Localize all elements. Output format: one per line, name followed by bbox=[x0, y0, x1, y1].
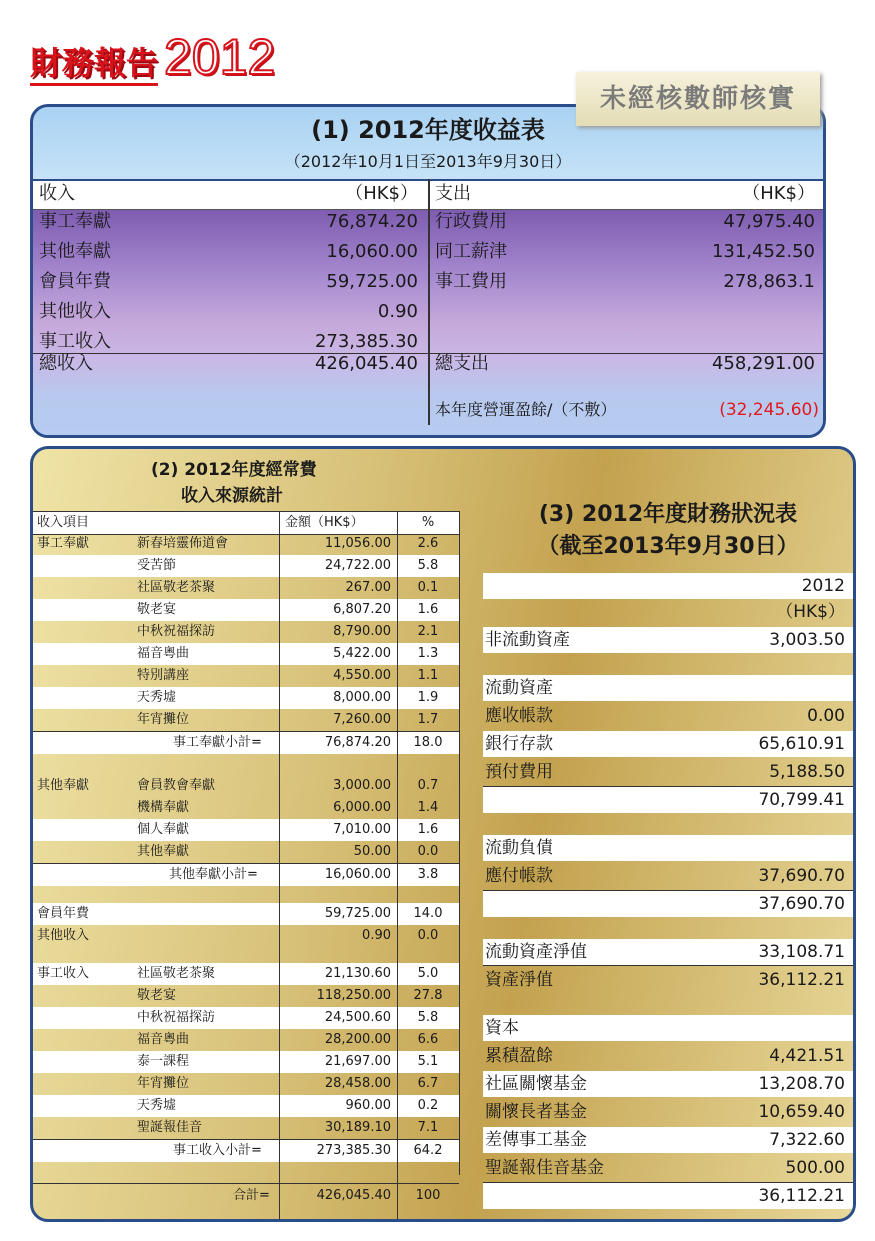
fp-row bbox=[483, 1015, 853, 1041]
fp-row bbox=[483, 703, 853, 729]
subtotal-label: 事工收入小計= bbox=[173, 1143, 262, 1158]
item-amount: 960.00 bbox=[345, 1098, 391, 1113]
item-pct: 5.1 bbox=[417, 1054, 439, 1069]
category-label: 事工奉獻 bbox=[37, 536, 90, 551]
item-label: 敬老宴 bbox=[137, 602, 177, 617]
fp-row bbox=[483, 675, 853, 701]
item-pct: 0.2 bbox=[417, 1098, 439, 1113]
item-label: 聖誕報佳音 bbox=[137, 1120, 203, 1135]
fp-row bbox=[483, 967, 853, 993]
subtotal-pct: 3.8 bbox=[417, 867, 439, 882]
table-row bbox=[33, 775, 459, 797]
item-amount: 3,000.00 bbox=[333, 778, 391, 793]
subtotal-pct: 18.0 bbox=[413, 735, 443, 750]
expense-amount: 47,975.40 bbox=[723, 211, 815, 232]
table-row bbox=[33, 819, 459, 841]
recurring-income-title-line2: 收入來源統計 bbox=[181, 486, 283, 506]
total-label: 合計= bbox=[233, 1188, 270, 1203]
item-label: 泰一課程 bbox=[137, 1054, 190, 1069]
divider bbox=[33, 1183, 459, 1184]
item-pct: 7.1 bbox=[417, 1120, 439, 1135]
item-label: 受苦節 bbox=[137, 558, 177, 573]
item-amount: 21,130.60 bbox=[324, 966, 391, 981]
fp-label: 關懷長者基金 bbox=[485, 1102, 587, 1122]
subtotal-amount: 76,874.20 bbox=[324, 735, 391, 750]
item-pct: 0.7 bbox=[417, 778, 439, 793]
item-label: 天秀墟 bbox=[137, 1098, 177, 1113]
fp-value: 7,322.60 bbox=[769, 1130, 845, 1150]
item-amount: 8,000.00 bbox=[333, 690, 391, 705]
item-amount: 24,722.00 bbox=[324, 558, 391, 573]
item-pct: 1.7 bbox=[417, 712, 439, 727]
table-row bbox=[33, 903, 459, 925]
fp-value: 5,188.50 bbox=[769, 762, 845, 782]
table-row bbox=[33, 555, 459, 577]
income-amount: 59,725.00 bbox=[326, 271, 418, 292]
item-label: 機構奉獻 bbox=[137, 800, 190, 815]
item-label: 年宵攤位 bbox=[137, 712, 190, 727]
table-row bbox=[33, 925, 459, 947]
table-row bbox=[33, 841, 459, 863]
item-pct: 6.6 bbox=[417, 1032, 439, 1047]
fp-label: 非流動資產 bbox=[485, 630, 570, 650]
category-label: 其他收入 bbox=[37, 928, 90, 943]
fp-label: 社區關懷基金 bbox=[485, 1074, 587, 1094]
income-statement-period: （2012年10月1日至2013年9月30日） bbox=[284, 152, 572, 171]
item-pct: 1.6 bbox=[417, 602, 439, 617]
fp-label: 差傳事工基金 bbox=[485, 1130, 587, 1150]
fp-label: 應付帳款 bbox=[485, 866, 553, 886]
fp-label: 預付費用 bbox=[485, 762, 553, 782]
item-amount: 118,250.00 bbox=[316, 988, 391, 1003]
fp-value: 36,112.21 bbox=[758, 970, 845, 990]
fp-row bbox=[483, 1099, 853, 1125]
table-row bbox=[33, 1029, 459, 1051]
report-title-year: 2012 bbox=[164, 29, 276, 85]
item-pct: 1.6 bbox=[417, 822, 439, 837]
item-amount: 6,807.20 bbox=[333, 602, 391, 617]
fp-row bbox=[483, 1127, 853, 1153]
fp-value: 500.00 bbox=[785, 1158, 845, 1178]
fp-label: 資產淨值 bbox=[485, 970, 553, 990]
fp-row bbox=[483, 731, 853, 757]
item-amount: 7,010.00 bbox=[333, 822, 391, 837]
expense-label: 事工費用 bbox=[435, 271, 507, 292]
item-pct: 2.6 bbox=[417, 536, 439, 551]
item-label: 新春培靈佈道會 bbox=[137, 536, 229, 551]
total-pct: 100 bbox=[415, 1188, 441, 1203]
recurring-income-title-line1: (2) 2012年度經常費 bbox=[151, 460, 317, 480]
item-amount: 5,422.00 bbox=[333, 646, 391, 661]
table-row bbox=[33, 665, 459, 687]
item-amount: 24,500.60 bbox=[324, 1010, 391, 1025]
table-row bbox=[33, 1117, 459, 1139]
item-label: 其他奉獻 bbox=[137, 844, 190, 859]
table-header bbox=[33, 511, 459, 535]
column-divider bbox=[279, 511, 280, 1219]
table-row bbox=[33, 1051, 459, 1073]
item-label: 社區敬老茶聚 bbox=[137, 580, 216, 595]
fp-row bbox=[483, 863, 853, 889]
item-amount: 267.00 bbox=[345, 580, 391, 595]
category-label: 其他奉獻 bbox=[37, 778, 90, 793]
fp-value: 10,659.40 bbox=[758, 1102, 845, 1122]
expense-amount: 131,452.50 bbox=[711, 241, 815, 262]
total-expense-label: 總支出 bbox=[435, 353, 489, 374]
col-item-header: 收入項目 bbox=[37, 515, 90, 530]
table-row bbox=[33, 963, 459, 985]
fp-value: 37,690.70 bbox=[758, 894, 845, 914]
fp-value: 13,208.70 bbox=[758, 1074, 845, 1094]
item-amount: 8,790.00 bbox=[333, 624, 391, 639]
fp-value: 36,112.21 bbox=[758, 1186, 845, 1206]
item-amount: 6,000.00 bbox=[333, 800, 391, 815]
subtotal-label: 其他奉獻小計= bbox=[169, 867, 258, 882]
income-label: 其他收入 bbox=[39, 301, 111, 322]
table-row bbox=[33, 533, 459, 555]
column-divider bbox=[397, 511, 398, 1219]
table-row bbox=[33, 599, 459, 621]
item-amount: 11,056.00 bbox=[324, 536, 391, 551]
fp-label: 流動資產淨值 bbox=[485, 942, 587, 962]
expense-label: 同工薪津 bbox=[435, 241, 507, 262]
table-row bbox=[33, 1095, 459, 1117]
item-pct: 5.8 bbox=[417, 558, 439, 573]
column-divider bbox=[428, 179, 430, 425]
income-label: 其他奉獻 bbox=[39, 241, 111, 262]
item-pct: 1.9 bbox=[417, 690, 439, 705]
financial-position-title-line2: （截至2013年9月30日） bbox=[537, 534, 799, 559]
income-amount: 0.90 bbox=[377, 301, 418, 322]
income-statement-title: (1) 2012年度收益表 bbox=[311, 116, 545, 144]
category-label: 事工收入 bbox=[37, 966, 90, 981]
col-pct-header: % bbox=[421, 515, 435, 530]
income-amount: 16,060.00 bbox=[326, 241, 418, 262]
table-row bbox=[33, 621, 459, 643]
total-income: 426,045.40 bbox=[314, 353, 418, 374]
expense-label: 行政費用 bbox=[435, 211, 507, 232]
col-amount-header: 金額（HK$） bbox=[285, 515, 364, 530]
surplus-value: (32,245.60) bbox=[719, 400, 819, 420]
fp-row bbox=[483, 1183, 853, 1209]
income-statement-panel bbox=[30, 104, 826, 438]
fp-label: 累積盈餘 bbox=[485, 1046, 553, 1066]
item-label: 個人奉獻 bbox=[137, 822, 190, 837]
total-row bbox=[33, 1185, 459, 1207]
column-divider bbox=[459, 511, 460, 1175]
fp-label: 聖誕報佳音基金 bbox=[485, 1158, 604, 1178]
fp-row bbox=[483, 891, 853, 917]
item-pct: 0.1 bbox=[417, 580, 439, 595]
table-row bbox=[33, 1007, 459, 1029]
item-pct: 14.0 bbox=[413, 906, 443, 921]
fp-label: 銀行存款 bbox=[485, 734, 553, 754]
fp-row bbox=[483, 939, 853, 965]
item-pct: 5.0 bbox=[417, 966, 439, 981]
income-header: 收入 bbox=[39, 183, 75, 204]
item-label: 福音粵曲 bbox=[137, 1032, 190, 1047]
item-amount: 28,200.00 bbox=[324, 1032, 391, 1047]
fp-row bbox=[483, 1155, 853, 1181]
financial-position-title bbox=[483, 499, 853, 563]
subtotal-row bbox=[33, 1140, 459, 1162]
unaudited-badge: 未經核數師核實 bbox=[576, 72, 820, 126]
item-pct: 27.8 bbox=[413, 988, 443, 1003]
item-amount: 28,458.00 bbox=[324, 1076, 391, 1091]
table-row bbox=[33, 577, 459, 599]
table-row bbox=[33, 687, 459, 709]
fp-row bbox=[483, 1071, 853, 1097]
category-label: 會員年費 bbox=[37, 906, 90, 921]
item-amount: 30,189.10 bbox=[324, 1120, 391, 1135]
total-expense: 458,291.00 bbox=[711, 353, 815, 374]
fp-year: 2012 bbox=[801, 576, 845, 596]
fp-value: 0.00 bbox=[807, 706, 845, 726]
income-label: 事工收入 bbox=[39, 331, 111, 352]
expense-amount: 278,863.1 bbox=[723, 271, 815, 292]
fp-value: 3,003.50 bbox=[769, 630, 845, 650]
item-pct: 6.7 bbox=[417, 1076, 439, 1091]
income-label: 事工奉獻 bbox=[39, 211, 111, 232]
total-income-label: 總收入 bbox=[39, 353, 93, 374]
item-label: 中秋祝福探訪 bbox=[137, 1010, 216, 1025]
financial-position-title-line1: (3) 2012年度財務狀況表 bbox=[538, 502, 798, 527]
item-label: 天秀墟 bbox=[137, 690, 177, 705]
item-label: 社區敬老茶聚 bbox=[137, 966, 216, 981]
fp-label: 流動負債 bbox=[485, 838, 553, 858]
surplus-label: 本年度營運盈餘/（不敷） bbox=[435, 400, 617, 419]
item-label: 特別講座 bbox=[137, 668, 190, 683]
fp-value: 65,610.91 bbox=[758, 734, 845, 754]
income-amount: 273,385.30 bbox=[314, 331, 418, 352]
fp-row bbox=[483, 835, 853, 861]
table-row bbox=[33, 985, 459, 1007]
item-pct: 1.3 bbox=[417, 646, 439, 661]
fp-row bbox=[483, 627, 853, 653]
income-currency: （HK$） bbox=[345, 183, 418, 204]
item-pct: 0.0 bbox=[417, 928, 439, 943]
table-row bbox=[33, 797, 459, 819]
fp-row bbox=[483, 599, 853, 625]
item-label: 會員教會奉獻 bbox=[137, 778, 216, 793]
fp-value: 33,108.71 bbox=[758, 942, 845, 962]
subtotal-row bbox=[33, 732, 459, 754]
fp-value: 37,690.70 bbox=[758, 866, 845, 886]
fp-value: 4,421.51 bbox=[769, 1046, 845, 1066]
item-pct: 1.4 bbox=[417, 800, 439, 815]
table-row bbox=[33, 709, 459, 731]
report-title bbox=[30, 28, 275, 86]
fp-label: 流動資產 bbox=[485, 678, 553, 698]
divider bbox=[483, 965, 853, 966]
table-row bbox=[33, 1073, 459, 1095]
item-pct: 2.1 bbox=[417, 624, 439, 639]
item-label: 年宵攤位 bbox=[137, 1076, 190, 1091]
item-pct: 0.0 bbox=[417, 844, 439, 859]
item-amount: 50.00 bbox=[353, 844, 391, 859]
subtotal-amount: 16,060.00 bbox=[324, 867, 391, 882]
item-label: 中秋祝福探訪 bbox=[137, 624, 216, 639]
item-label: 敬老宴 bbox=[137, 988, 177, 1003]
report-title-text: 財務報告 bbox=[30, 43, 158, 86]
subtotal-row bbox=[33, 864, 459, 886]
fp-row bbox=[483, 573, 853, 599]
total-amount: 426,045.40 bbox=[316, 1188, 391, 1203]
fp-row bbox=[483, 1043, 853, 1069]
income-label: 會員年費 bbox=[39, 271, 111, 292]
item-amount: 4,550.00 bbox=[333, 668, 391, 683]
fp-value: 70,799.41 bbox=[758, 790, 845, 810]
item-amount: 59,725.00 bbox=[324, 906, 391, 921]
fp-row bbox=[483, 787, 853, 813]
income-amount: 76,874.20 bbox=[326, 211, 418, 232]
item-amount: 21,697.00 bbox=[324, 1054, 391, 1069]
financial-tables-panel bbox=[30, 446, 856, 1222]
item-pct: 1.1 bbox=[417, 668, 439, 683]
expense-currency: （HK$） bbox=[742, 183, 815, 204]
item-amount: 7,260.00 bbox=[333, 712, 391, 727]
fp-label: 應收帳款 bbox=[485, 706, 553, 726]
fp-label: 資本 bbox=[485, 1018, 519, 1038]
subtotal-label: 事工奉獻小計= bbox=[173, 735, 262, 750]
expense-header: 支出 bbox=[435, 183, 471, 204]
subtotal-pct: 64.2 bbox=[413, 1143, 443, 1158]
fp-row bbox=[483, 759, 853, 785]
item-amount: 0.90 bbox=[362, 928, 391, 943]
item-pct: 5.8 bbox=[417, 1010, 439, 1025]
item-label: 福音粵曲 bbox=[137, 646, 190, 661]
fp-currency: （HK$） bbox=[776, 602, 845, 622]
subtotal-amount: 273,385.30 bbox=[316, 1143, 391, 1158]
table-row bbox=[33, 643, 459, 665]
